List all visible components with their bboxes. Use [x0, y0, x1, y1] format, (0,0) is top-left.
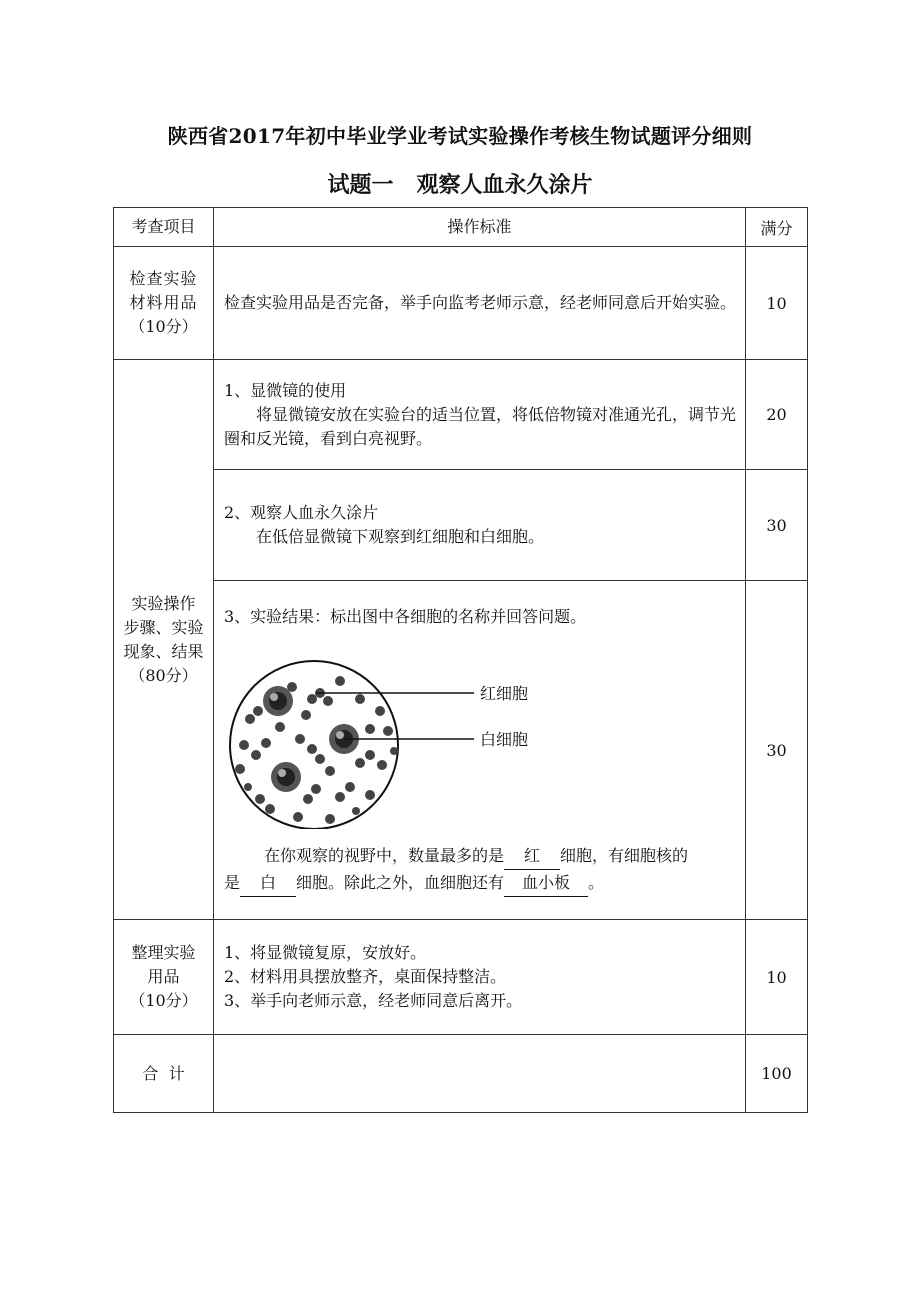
category-prep: 检查实验 材料用品 （10分）: [114, 247, 214, 360]
category-cleanup: 整理实验 用品 （10分）: [114, 920, 214, 1035]
category-procedure: 实验操作 步骤、实验 现象、结果 （80分）: [114, 360, 214, 920]
white-cell-label: 白细胞: [480, 730, 529, 749]
answer-other-blood-cell: 血小板: [504, 870, 588, 897]
table-row-step2: [114, 470, 808, 581]
cleanup-item: 2、材料用具摆放整齐，桌面保持整洁。: [224, 967, 507, 986]
step1-heading: 1、显微镜的使用: [224, 380, 347, 400]
table-row-cleanup: [114, 920, 808, 1035]
total-label: 合 计: [114, 1035, 214, 1113]
table-row-step3: [114, 581, 808, 920]
total-score: 100: [746, 1035, 808, 1113]
score-step1: 20: [746, 360, 808, 470]
white-blood-cell: [271, 762, 301, 792]
step1-text: 将显微镜安放在实验台的适当位置，将低倍物镜对准通光孔，调节光圈和反光镜，看到白亮视野。: [224, 404, 737, 448]
table-row-step1: [114, 360, 808, 470]
score-cleanup: 10: [746, 920, 808, 1035]
cleanup-item: 1、将显微镜复原，安放好。: [224, 943, 427, 962]
score-step3: 30: [746, 581, 808, 920]
step2-text: 在低倍显微镜下观察到红细胞和白细胞。: [256, 527, 545, 546]
step3-heading: 3、实验结果：标出图中各细胞的名称并回答问题。: [224, 607, 587, 626]
standard-cleanup: [214, 920, 746, 1035]
header-score: 满分: [746, 208, 808, 247]
table-row-total: [114, 1035, 808, 1113]
table-row-prep: [114, 247, 808, 360]
step3-question: 在你观察的视野中，数量最多的是 红 细胞，有细胞核的 是 白 细胞。除此之外，血细胞还有 血小板 。: [224, 843, 744, 897]
total-standard-empty: [214, 1035, 746, 1113]
standard-step3: [214, 581, 746, 920]
standard-step2: [214, 470, 746, 581]
red-cell-label: 红细胞: [480, 684, 529, 703]
header-category: 考查项目: [114, 208, 214, 247]
standard-step1: [214, 360, 746, 470]
score-step2: 30: [746, 470, 808, 581]
scoring-table: [113, 207, 808, 1113]
blood-smear-figure: [220, 659, 660, 829]
standard-prep: 检查实验用品是否完备，举手向监考老师示意，经老师同意后开始实验。: [214, 247, 746, 360]
answer-nucleus-cells: 白: [240, 870, 296, 897]
score-prep: 10: [746, 247, 808, 360]
answer-most-cells: 红: [504, 843, 560, 870]
cleanup-item: 3、举手向老师示意，经老师同意后离开。: [224, 991, 523, 1010]
step2-heading: 2、观察人血永久涂片: [224, 503, 379, 522]
question-title: 试题一 观察人血永久涂片: [327, 173, 593, 198]
header-standard: 操作标准: [214, 208, 746, 247]
table-header-row: [114, 208, 808, 247]
page-title: 陕西省2017年初中毕业学业考试实验操作考核生物试题评分细则: [167, 124, 753, 148]
